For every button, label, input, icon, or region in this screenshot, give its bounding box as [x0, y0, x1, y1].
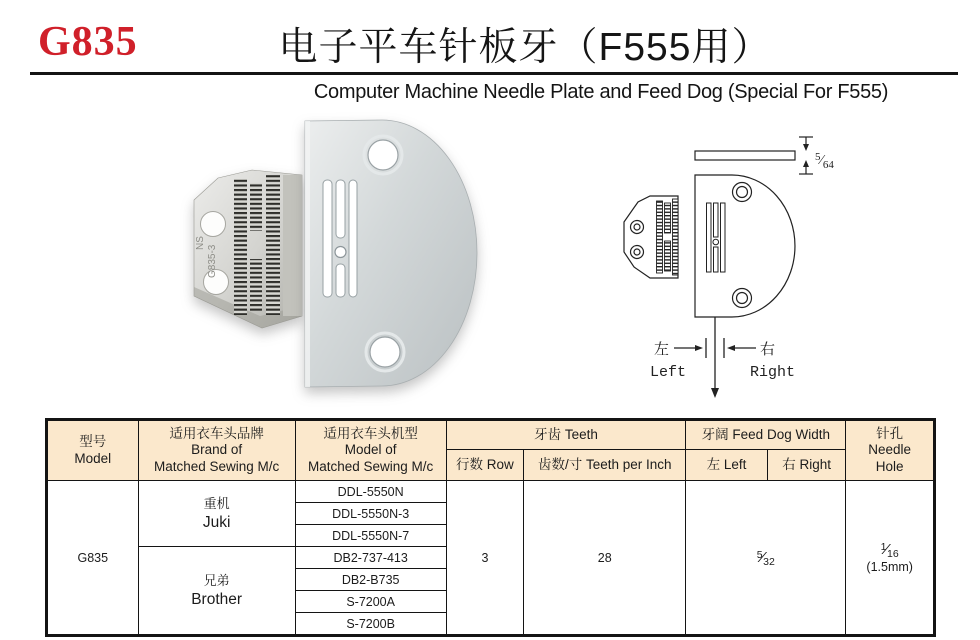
cell-machine-model: DDL-5550N-3	[295, 503, 446, 525]
feed-dog-outline-teeth-1	[657, 201, 663, 273]
feed-dog-outline-hole-top-inner	[634, 224, 640, 230]
cell-needle-hole	[846, 481, 934, 635]
feed-direction-arrowhead	[711, 388, 719, 398]
col-header-model-en: Model	[74, 450, 112, 466]
plate-outline-slot-middle-top	[714, 203, 719, 237]
label-right-zh: 右	[760, 341, 776, 358]
col-header-hole-en1: Needle	[868, 442, 912, 458]
feed-dog-outline-teeth-2a	[665, 203, 671, 233]
needle-plate-slot-middle-top	[336, 180, 345, 238]
cell-machine-model: DB2-B735	[295, 569, 446, 591]
col-header-brand-zh: 适用衣车头品牌	[169, 425, 264, 441]
cell-brand-juki	[138, 481, 295, 547]
brand-juki-zh: 重机	[203, 495, 230, 511]
feed-dog-photo	[186, 166, 306, 338]
cell-machine-model: DDL-5550N-7	[295, 525, 446, 547]
col-header-brand-en1: Brand of	[191, 442, 243, 458]
feed-dog-stamp-part: G835-3	[207, 244, 218, 278]
dim-arrow-up	[803, 160, 809, 167]
needle-plate-left-edge-highlight	[305, 121, 310, 387]
plate-outline-hole-bottom-inner	[737, 293, 748, 304]
cell-row-count: 3	[446, 481, 524, 635]
plate-outline-slot-right	[721, 203, 726, 272]
col-header-model-zh: 型号	[79, 434, 107, 450]
label-left-zh: 左	[654, 341, 670, 358]
table-row	[48, 481, 934, 503]
col-header-hole-en2: Hole	[875, 458, 904, 474]
cell-machine-model: DDL-5550N	[295, 481, 446, 503]
cell-model: G835	[48, 481, 139, 635]
plate-side-view-bar	[695, 151, 795, 160]
col-header-teeth-per-inch: 齿数/寸 Teeth per Inch	[524, 450, 686, 481]
col-header-hole-zh: 针孔	[876, 425, 904, 441]
thickness-dimension-label: $^5⁄_{64}$	[815, 151, 834, 171]
width-numerator: 5	[756, 549, 763, 561]
width-denominator: 32	[763, 556, 775, 568]
arrow-left-head	[695, 345, 703, 351]
col-group-teeth: 牙齿 Teeth	[446, 421, 686, 450]
header-divider	[30, 72, 958, 75]
col-header-left: 左 Left	[686, 450, 768, 481]
label-left-en: Left	[650, 364, 687, 381]
needle-plate-slot-middle-bottom	[336, 264, 345, 297]
plate-outline-hole-top-inner	[737, 187, 748, 198]
feed-dog-teeth-row-1	[234, 179, 247, 315]
hole-mm-note: (1.5mm)	[866, 560, 913, 574]
col-header-machine-model	[295, 421, 446, 481]
spec-table-wrapper	[45, 418, 936, 637]
col-header-machine-en2: Matched Sewing M/c	[308, 458, 434, 474]
needle-plate-screw-hole-top	[368, 140, 398, 170]
needle-plate-photo	[296, 116, 482, 394]
col-header-machine-en1: Model of	[344, 442, 397, 458]
brand-brother-en: Brother	[191, 591, 243, 609]
needle-plate-slot-left	[323, 180, 332, 297]
cell-machine-model: DB2-737-413	[295, 547, 446, 569]
col-group-feed-dog-width: 牙阔 Feed Dog Width	[686, 421, 846, 450]
spec-table	[47, 420, 934, 635]
feed-dog-teeth-row-2a	[250, 183, 262, 231]
brand-juki-en: Juki	[202, 514, 231, 532]
hole-slash: ⁄	[885, 541, 889, 558]
col-header-brand-en2: Matched Sewing M/c	[153, 458, 280, 474]
cell-machine-model: S-7200B	[295, 613, 446, 635]
page-title-english: Computer Machine Needle Plate and Feed Dog (Special For F555)	[313, 81, 889, 103]
hole-numerator: 1	[880, 541, 887, 553]
needle-hole	[335, 247, 346, 258]
needle-plate-screw-hole-bottom	[370, 337, 400, 367]
cell-machine-model: S-7200A	[295, 591, 446, 613]
plate-outline-slot-middle-bottom	[714, 247, 719, 272]
plate-outline-needle-hole	[713, 239, 719, 245]
col-header-needle-hole	[846, 421, 934, 481]
label-right-en: Right	[750, 364, 796, 381]
width-slash: ⁄	[761, 549, 765, 566]
plate-outline-slot-left	[707, 203, 712, 272]
cell-feed-dog-width	[686, 481, 846, 635]
cell-brand-brother	[138, 547, 295, 635]
col-header-machine-zh: 适用衣车头机型	[323, 425, 418, 441]
feed-dog-stamp-ns: NS	[195, 236, 206, 250]
feed-dog-outline-teeth-3	[673, 199, 679, 275]
feed-dog-teeth-row-3	[266, 175, 280, 315]
dim-arrow-down	[803, 144, 809, 151]
col-header-row: 行数 Row	[446, 450, 524, 481]
feed-dog-teeth-row-2b	[250, 259, 262, 311]
feed-dog-outline-teeth-2b	[665, 241, 671, 271]
col-header-model	[48, 421, 139, 481]
brand-brother-zh: 兄弟	[203, 572, 230, 588]
technical-drawing	[610, 130, 960, 408]
cell-teeth-per-inch: 28	[524, 481, 686, 635]
page-model-code: G835	[38, 19, 138, 65]
feed-dog-hole-top	[201, 212, 226, 237]
hole-denominator: 16	[887, 548, 899, 560]
needle-plate-slot-right	[349, 180, 357, 297]
feed-dog-outline-hole-bottom-inner	[634, 249, 640, 255]
col-header-brand	[138, 421, 295, 481]
col-header-right: 右 Right	[767, 450, 846, 481]
page-title-chinese: 电子平车针板牙（F555用）	[278, 26, 772, 69]
arrow-right-head	[727, 345, 735, 351]
